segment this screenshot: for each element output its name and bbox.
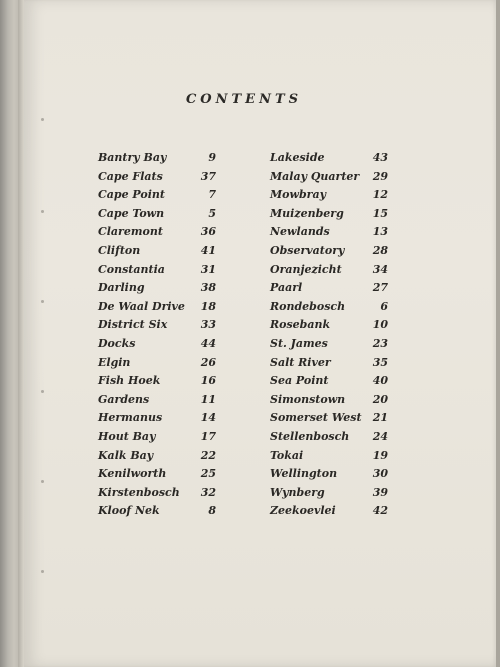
entry-name: Wellington <box>270 467 338 481</box>
contents-page <box>24 0 496 667</box>
entry-page-number: 5 <box>208 206 216 220</box>
entry-name: Lakeside <box>270 151 325 164</box>
contents-entry <box>98 486 216 505</box>
contents-entry <box>98 170 216 189</box>
contents-entry <box>98 281 216 300</box>
entry-name: Malay Quarter <box>270 169 360 183</box>
entry-name: De Waal Drive <box>98 299 185 313</box>
binding-hole <box>41 300 44 303</box>
entry-name: Rosebank <box>270 318 331 332</box>
entry-name: St. James <box>270 336 328 350</box>
entry-name: Somerset West <box>270 411 362 425</box>
contents-entry <box>98 225 216 244</box>
entry-name: Sea Point <box>270 374 329 388</box>
contents-entry <box>98 207 216 226</box>
entry-page-number: 23 <box>372 336 388 350</box>
entry-name: Cape Point <box>98 188 165 202</box>
entry-name: Stellenbosch <box>270 429 350 443</box>
entry-page-number: 34 <box>372 262 388 276</box>
entry-name: Kalk Bay <box>98 448 154 462</box>
entry-page-number: 44 <box>200 336 216 350</box>
entry-name: Observatory <box>270 243 345 257</box>
contents-entry <box>98 188 216 207</box>
entry-name: Tokai <box>270 448 304 462</box>
contents-entry <box>270 300 388 319</box>
contents-entry <box>270 449 388 468</box>
binding-hole <box>41 118 44 121</box>
entry-page-number: 26 <box>200 355 216 369</box>
entry-name: Salt River <box>270 355 331 369</box>
contents-entry <box>98 374 216 393</box>
binding-hole <box>41 570 44 573</box>
entry-page-number: 15 <box>372 206 388 220</box>
contents-entry <box>270 504 388 523</box>
binding-hole <box>41 390 44 393</box>
entry-name: Docks <box>98 336 136 350</box>
entry-page-number: 17 <box>200 429 216 443</box>
contents-entry <box>98 151 216 170</box>
contents-left-column <box>98 151 216 523</box>
entry-page-number: 24 <box>372 429 388 443</box>
entry-page-number: 8 <box>208 504 216 518</box>
entry-name: Hermanus <box>98 411 163 425</box>
entry-page-number: 11 <box>200 392 216 406</box>
entry-name: Cape Flats <box>98 169 163 183</box>
entry-page-number: 42 <box>372 504 388 518</box>
contents-entry <box>98 244 216 263</box>
contents-entry <box>270 337 388 356</box>
entry-name: Hout Bay <box>98 429 156 443</box>
entry-name: Claremont <box>98 225 163 239</box>
entry-name: Muizenberg <box>270 206 344 220</box>
entry-name: Constantia <box>98 262 165 276</box>
entry-page-number: 40 <box>372 374 388 388</box>
entry-page-number: 41 <box>200 243 216 257</box>
contents-entry <box>98 337 216 356</box>
entry-page-number: 22 <box>200 448 216 462</box>
entry-page-number: 32 <box>200 485 216 499</box>
entry-page-number: 27 <box>372 281 388 295</box>
entry-page-number: 20 <box>372 392 388 406</box>
contents-entry <box>98 393 216 412</box>
entry-name: Zeekoevlei <box>270 504 336 518</box>
contents-entry <box>270 225 388 244</box>
entry-page-number: 30 <box>372 467 388 481</box>
binding-hole <box>41 210 44 213</box>
entry-page-number: 12 <box>372 188 388 202</box>
entry-name: Gardens <box>98 392 150 406</box>
entry-page-number: 14 <box>200 411 216 425</box>
contents-entry <box>270 393 388 412</box>
entry-name: District Six <box>98 318 168 332</box>
entry-name: Bantry Bay <box>98 151 167 164</box>
contents-entry <box>98 449 216 468</box>
contents-entry <box>270 170 388 189</box>
entry-name: Mowbray <box>270 188 326 202</box>
entry-name: Cape Town <box>98 206 165 220</box>
contents-entry <box>98 263 216 282</box>
entry-page-number: 7 <box>208 188 216 202</box>
contents-entry <box>270 207 388 226</box>
contents-entry <box>98 504 216 523</box>
entry-name: Kloof Nek <box>98 504 160 518</box>
contents-entry <box>270 374 388 393</box>
binding-hole <box>41 480 44 483</box>
entry-name: Kenilworth <box>98 467 167 481</box>
entry-page-number: 6 <box>380 299 388 313</box>
entry-page-number: 28 <box>372 243 388 257</box>
entry-page-number: 35 <box>372 355 388 369</box>
entry-name: Paarl <box>270 281 303 295</box>
entry-page-number: 18 <box>200 299 216 313</box>
entry-page-number: 37 <box>200 169 216 183</box>
contents-entry <box>98 467 216 486</box>
entry-name: Rondebosch <box>270 299 346 313</box>
entry-page-number: 21 <box>372 411 388 425</box>
contents-entry <box>270 244 388 263</box>
entry-name: Elgin <box>98 355 131 369</box>
entry-page-number: 31 <box>200 262 216 276</box>
contents-entry <box>270 467 388 486</box>
entry-name: Oranjezicht <box>270 262 342 276</box>
contents-entry <box>98 300 216 319</box>
contents-entry <box>270 188 388 207</box>
entry-page-number: 10 <box>372 318 388 332</box>
entry-name: Kirstenbosch <box>98 485 180 499</box>
contents-entry <box>270 263 388 282</box>
contents-title: CONTENTS <box>185 92 303 107</box>
contents-entry <box>270 430 388 449</box>
entry-name: Simonstown <box>270 392 346 406</box>
entry-page-number: 9 <box>208 151 216 164</box>
contents-entry <box>98 430 216 449</box>
entry-name: Darling <box>98 281 145 295</box>
entry-page-number: 19 <box>372 448 388 462</box>
contents-entry <box>270 356 388 375</box>
contents-entry <box>270 151 388 170</box>
entry-page-number: 38 <box>200 281 216 295</box>
contents-entry <box>270 486 388 505</box>
contents-entry <box>270 318 388 337</box>
contents-entry <box>98 356 216 375</box>
entry-name: Fish Hoek <box>98 374 161 388</box>
contents-entry <box>98 411 216 430</box>
entry-page-number: 39 <box>372 485 388 499</box>
entry-page-number: 13 <box>372 225 388 239</box>
entry-page-number: 33 <box>200 318 216 332</box>
entry-page-number: 16 <box>200 374 216 388</box>
entry-name: Wynberg <box>270 485 325 499</box>
entry-page-number: 43 <box>372 151 388 164</box>
contents-entry <box>270 281 388 300</box>
entry-name: Clifton <box>98 243 141 257</box>
entry-page-number: 25 <box>200 467 216 481</box>
entry-name: Newlands <box>270 225 330 239</box>
contents-right-column <box>270 151 388 523</box>
entry-page-number: 29 <box>372 169 388 183</box>
entry-page-number: 36 <box>200 225 216 239</box>
contents-entry <box>270 411 388 430</box>
contents-entry <box>98 318 216 337</box>
